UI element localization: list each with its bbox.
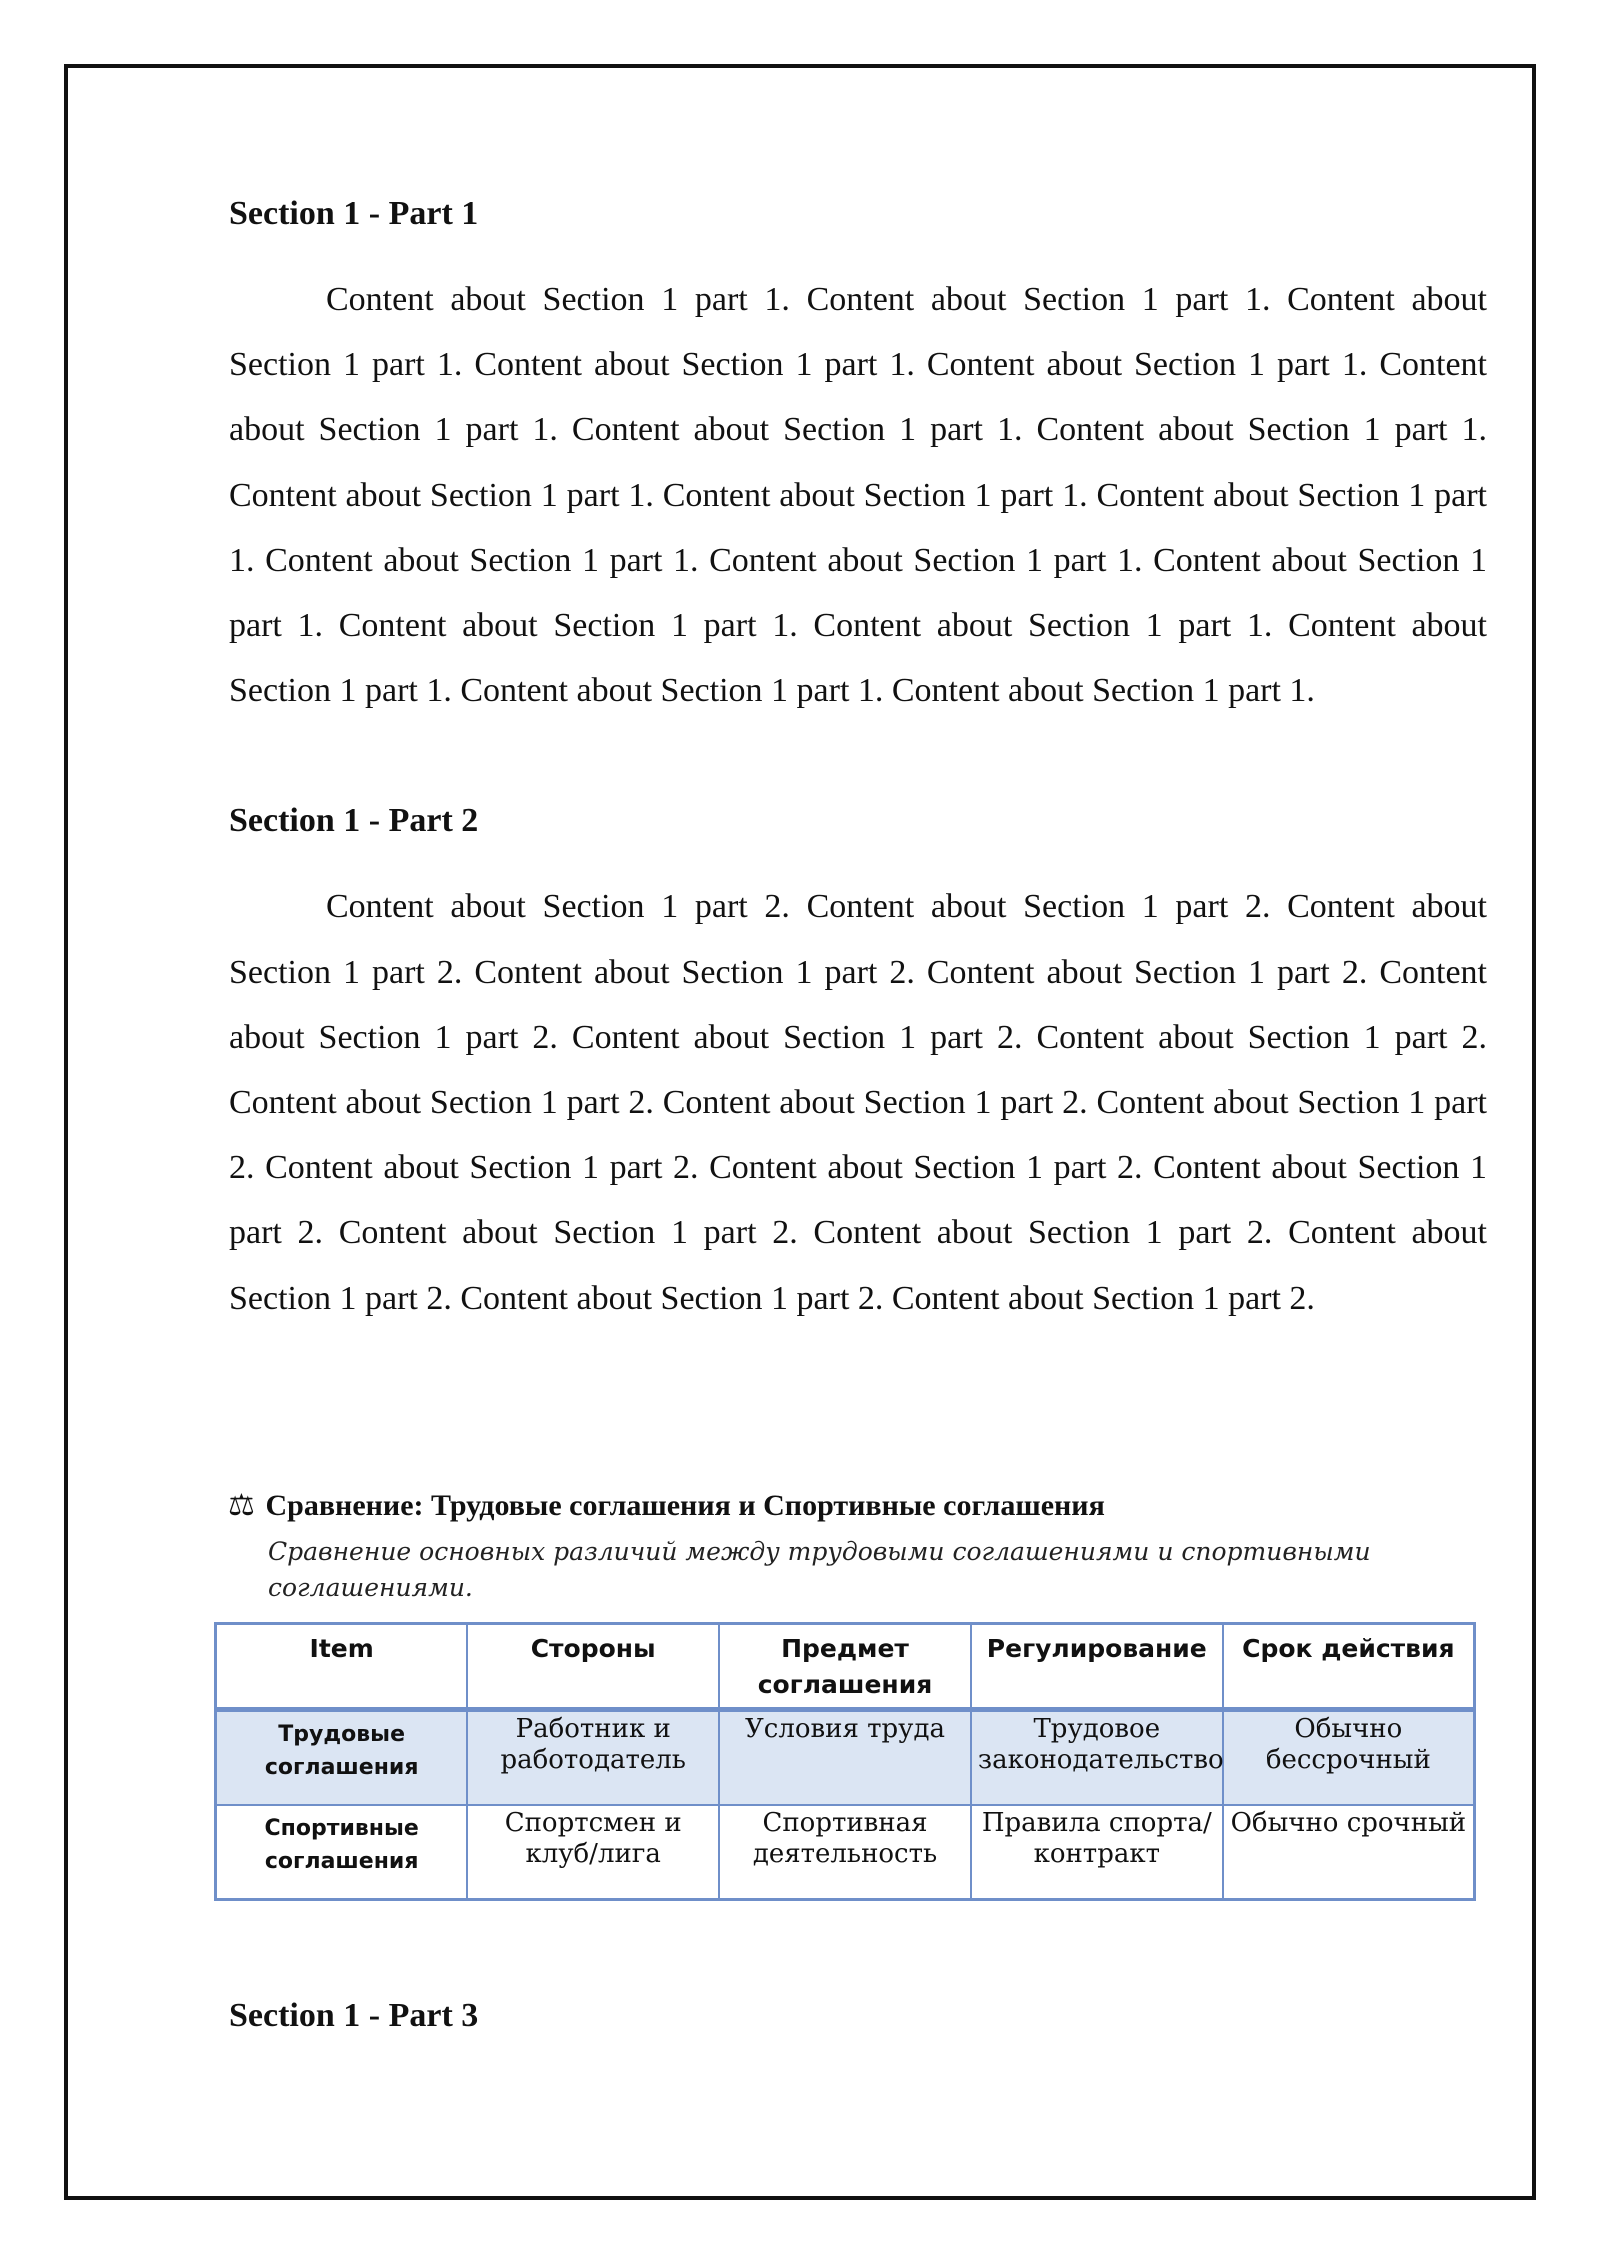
comparison-title bbox=[228, 1488, 1476, 1524]
comparison-subtitle: Сравнение основных различий между трудовыми соглашениями и спортивными соглашениями. bbox=[268, 1537, 1371, 1602]
column-header-subject: Предмет соглашения bbox=[719, 1624, 971, 1710]
table-header-row bbox=[216, 1624, 1475, 1710]
section-paragraph: Content about Section 1 part 1. Content about Section 1 part 1. Content about Section 1 part 1. Content about Section 1 part 1. Content about Section 1 part 1. Content about Section 1 part 1. Content about Section 1 part 1. Content about Section 1 part 1. Content about Section 1 part 1. Content about Section 1 part 1. Content about Section 1 part 1. Content about Section 1 part 1. Content about Section 1 part 1. Content about Section 1 part 1. Content about Section 1 part 1. Content about Section 1 part 1. Content about Section 1 part 1. Content about Section 1 part 1. Content about Section 1 part 1. bbox=[229, 281, 1487, 710]
column-header-parties: Стороны bbox=[467, 1624, 719, 1710]
column-header-item: Item bbox=[216, 1624, 468, 1710]
section-3-container bbox=[229, 1996, 478, 2036]
table-cell: Трудовое законодательство bbox=[971, 1710, 1223, 1805]
table-cell: Работник и работодатель bbox=[467, 1710, 719, 1805]
table-cell: Спортсмен и клуб/лига bbox=[467, 1805, 719, 1900]
table-cell: Правила спорта/контракт bbox=[971, 1805, 1223, 1900]
balance-scale-icon: ⚖ bbox=[228, 1489, 255, 1522]
section-heading: Section 1 - Part 2 bbox=[229, 802, 479, 840]
comparison-table-block bbox=[214, 1488, 1476, 1901]
section-heading: Section 1 - Part 3 bbox=[229, 1997, 479, 2034]
table-row bbox=[216, 1805, 1475, 1900]
column-header-term: Срок действия bbox=[1223, 1624, 1475, 1710]
document-body bbox=[229, 194, 1487, 1331]
column-header-regulation: Регулирование bbox=[971, 1624, 1223, 1710]
comparison-title-text: Сравнение: Трудовые соглашения и Спортивные соглашения bbox=[265, 1489, 1105, 1522]
section-paragraph: Content about Section 1 part 2. Content about Section 1 part 2. Content about Section 1 part 2. Content about Section 1 part 2. Content about Section 1 part 2. Content about Section 1 part 2. Content about Section 1 part 2. Content about Section 1 part 2. Content about Section 1 part 2. Content about Section 1 part 2. Content about Section 1 part 2. Content about Section 1 part 2. Content about Section 1 part 2. Content about Section 1 part 2. Content about Section 1 part 2. Content about Section 1 part 2. Content about Section 1 part 2. Content about Section 1 part 2. Content about Section 1 part 2. bbox=[229, 888, 1487, 1317]
table-row bbox=[216, 1710, 1475, 1805]
table-cell: Условия труда bbox=[719, 1710, 971, 1805]
row-label: Трудовые соглашения bbox=[216, 1710, 468, 1805]
row-label: Спортивные соглашения bbox=[216, 1805, 468, 1900]
section-heading: Section 1 - Part 1 bbox=[229, 195, 479, 232]
comparison-table bbox=[214, 1622, 1476, 1901]
table-cell: Обычно срочный bbox=[1223, 1805, 1475, 1900]
table-cell: Спортивная деятельность bbox=[719, 1805, 971, 1900]
table-cell: Обычно бессрочный bbox=[1223, 1710, 1475, 1805]
